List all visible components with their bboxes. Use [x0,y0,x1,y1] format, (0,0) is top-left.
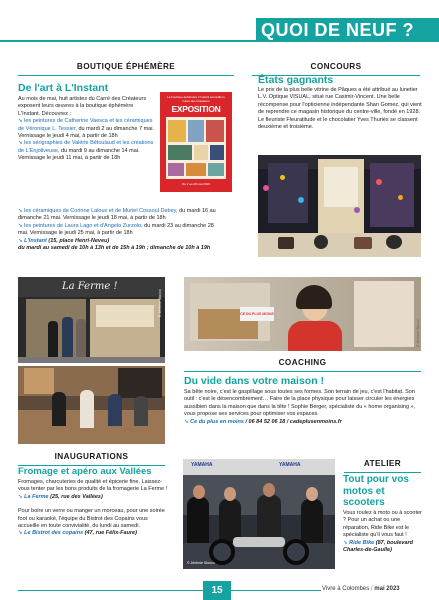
bistrot-photo [18,366,165,444]
pin-icon: ➘ [184,418,191,425]
poster-top-text: La boutique éphémère L'Instant accueille le Carré des Créateurs [167,95,225,103]
pin-icon: ➘ [18,493,25,500]
boutique-item-1-text: du mardi 2 au dimanche 7 mai. Vernissage le jeudi 4 mai, à partir de 18h [18,125,154,140]
exposition-poster [160,92,232,192]
page-title: QUOI DE NEUF ? [256,18,439,42]
section-rule [18,75,234,76]
pin-icon: ➘ [18,530,25,537]
photo-credit-coaching: © Jérémie Stocco [416,319,420,347]
coaching-body: Sa bête noire, c'est le gaspillage sous toutes ses formes. Son terrain de jeu, c'est l'habitat. Son outil : c'est le désencombrement… Faire de la place physique pour laisser circuler les énergies aussibien dans la maison que dans la tête ! Sophie Berger, spécialiste du « home organising », vous propose ses services pour optimiser vos espaces. [184,389,416,418]
footer-masthead: Vivre à Colombes / mai 2023 [322,586,400,592]
arrow-icon: ➘ [18,118,25,125]
inaugurations-place1-name[interactable]: La Ferme [24,493,49,500]
boutique-item-1-link[interactable]: les peintures de Catherine Vaesca et les céramiques de Véronique L. Tessier, [18,118,153,132]
boutique-text-cont [18,208,218,252]
boutique-hours: du mardi au samedi de 10h à 13h et de 15h à 19h ; dimanche de 10h à 19h [18,245,211,252]
section-title-coaching: COACHING [278,358,327,367]
photo-credit: © Jérémie Stocco [158,289,162,317]
boutique-place-addr: (15, place Henri-Neveu) [46,237,110,244]
boutique-item-4-text: du mardi 23 au dimanche 28 mai. Vernissage le jeudi 25 mai, à partir de 18h [18,222,214,237]
section-title-concours: CONCOURS [310,62,362,71]
article-title-coaching: Du vide dans votre maison ! [184,375,325,387]
poster-foot-text: Du 2 au 28 mai 2023 [182,182,210,186]
inaugurations-place1-addr: (25, rue des Vallées) [48,493,103,500]
atelier-place-addr: (87, boulevard Charles-de-Gaulle) [343,539,414,554]
coaching-contact-name[interactable]: Ce du plus en moins [190,418,244,425]
atelier-place-name[interactable]: Ride Bike [349,539,375,546]
coaching-text [184,389,422,426]
article-title-concours: États gagnants [258,74,334,86]
atelier-body: Vous roulez à moto ou à scooter ? Pour un achat ou une réparation, Ride Bike est le spécialiste qu'il vous faut ! [343,510,422,539]
coaching-contact-rest: / 06 84 52 06 18 / cadeplusenmoins.fr [243,418,342,425]
section-rule [184,371,421,372]
pin-icon: ➘ [343,539,350,546]
boutique-text [18,96,156,163]
arrow-icon: ➘ [18,208,25,214]
inaugurations-text [18,479,168,538]
footer-rule [231,590,321,591]
section-rule [344,472,421,473]
moto-shop-photo [183,459,335,569]
boutique-item-3-link[interactable]: les céramiques de Corinne Laloux et de Muriel Cossoul Debey, [24,208,178,214]
boutique-item-4-link[interactable]: les peintures de Laura Lago et d'Angelo Zurzolo, [24,222,143,229]
boutique-item-2-link[interactable]: les sérigraphies de Valérie Bétoulaud et les créations de L'Enjoliveuse, [18,140,154,154]
inaugurations-place2-addr: (47, rue Félix-Faure) [83,530,137,537]
inaugurations-p1: Fromages, charcuteries de qualité et épicerie fine. Laissez-vous tenter par les bons produits de la fromagerie La Ferme ! [18,479,168,493]
moto-brand-text-2: YAMAHA [279,462,301,468]
footer-rule-left [18,590,203,591]
footer-issue: mai 2023 [374,586,400,592]
article-title-atelier: Tout pour vos motos et scooters [343,474,409,508]
la-ferme-photo [18,277,165,363]
coaching-photo [184,277,421,351]
boutique-item-3-text: du mardi 16 au dimanche 21 mai. Vernissage le jeudi 18 mai, à partir de 18h [18,208,216,222]
inaugurations-place2-name[interactable]: Le Bistrot des copains [24,530,84,537]
page-number: 15 [203,581,231,600]
vitrine-photo [258,155,421,257]
inaugurations-p2: Pour boire un verre ou manger un morceau, pour une soirée foot ou karaoké, l'équipe du Bistrot des Copains vous accueille en toute convivialité, du lundi au samedi. [18,508,165,530]
pin-icon: ➘ [18,237,25,244]
poster-artwork [166,117,226,179]
section-title-inaugurations: INAUGURATIONS [54,452,129,461]
arrow-icon: ➘ [18,140,25,147]
section-title-atelier: ATELIER [363,459,402,468]
atelier-text [343,510,423,554]
boutique-place-name[interactable]: L'Instant [24,237,47,244]
box-label: CE DU PLUS MOINS [240,307,274,321]
arrow-icon: ➘ [18,222,25,229]
article-title-boutique: De l'art à L'Instant [18,82,109,94]
boutique-intro: Au mois de mai, huit artistes du Carré des Créateurs exposent leurs œuvres à la boutique éphémère L'Instant. Découvrez : [18,96,147,117]
concours-text: Le prix de la plus belle vitrine de Pâques a été attribué au lunetier L.V. Optique VISUAL, situé rue Casimir-Vincent. Une belle récompense pour l'opticienne indépendante Shan Gomez, qui vient de reprendre ce magasin historique du centre-ville, fondé en 1928. Le fleuriste Fleuratitude et le chocolatier Yves Thuriès se classent deuxième et troisième. [258,87,422,131]
photo-credit-moto: © Jérémie Stocco [187,561,215,565]
section-title-boutique: BOUTIQUE ÉPHÉMÈRE [76,62,176,71]
shop-sign-text: La Ferme ! [62,281,118,292]
poster-title: EXPOSITION [171,104,221,114]
boutique-item-2-text: du mardi 9 au dimanche 14 mai. Vernissage le jeudi 11 mai, à partir de 18h [18,147,140,162]
moto-brand-text: YAMAHA [191,462,213,468]
footer-magazine: Vivre à Colombes [322,586,370,592]
article-title-inaugurations: Fromage et apéro aux Vallées [18,466,152,477]
